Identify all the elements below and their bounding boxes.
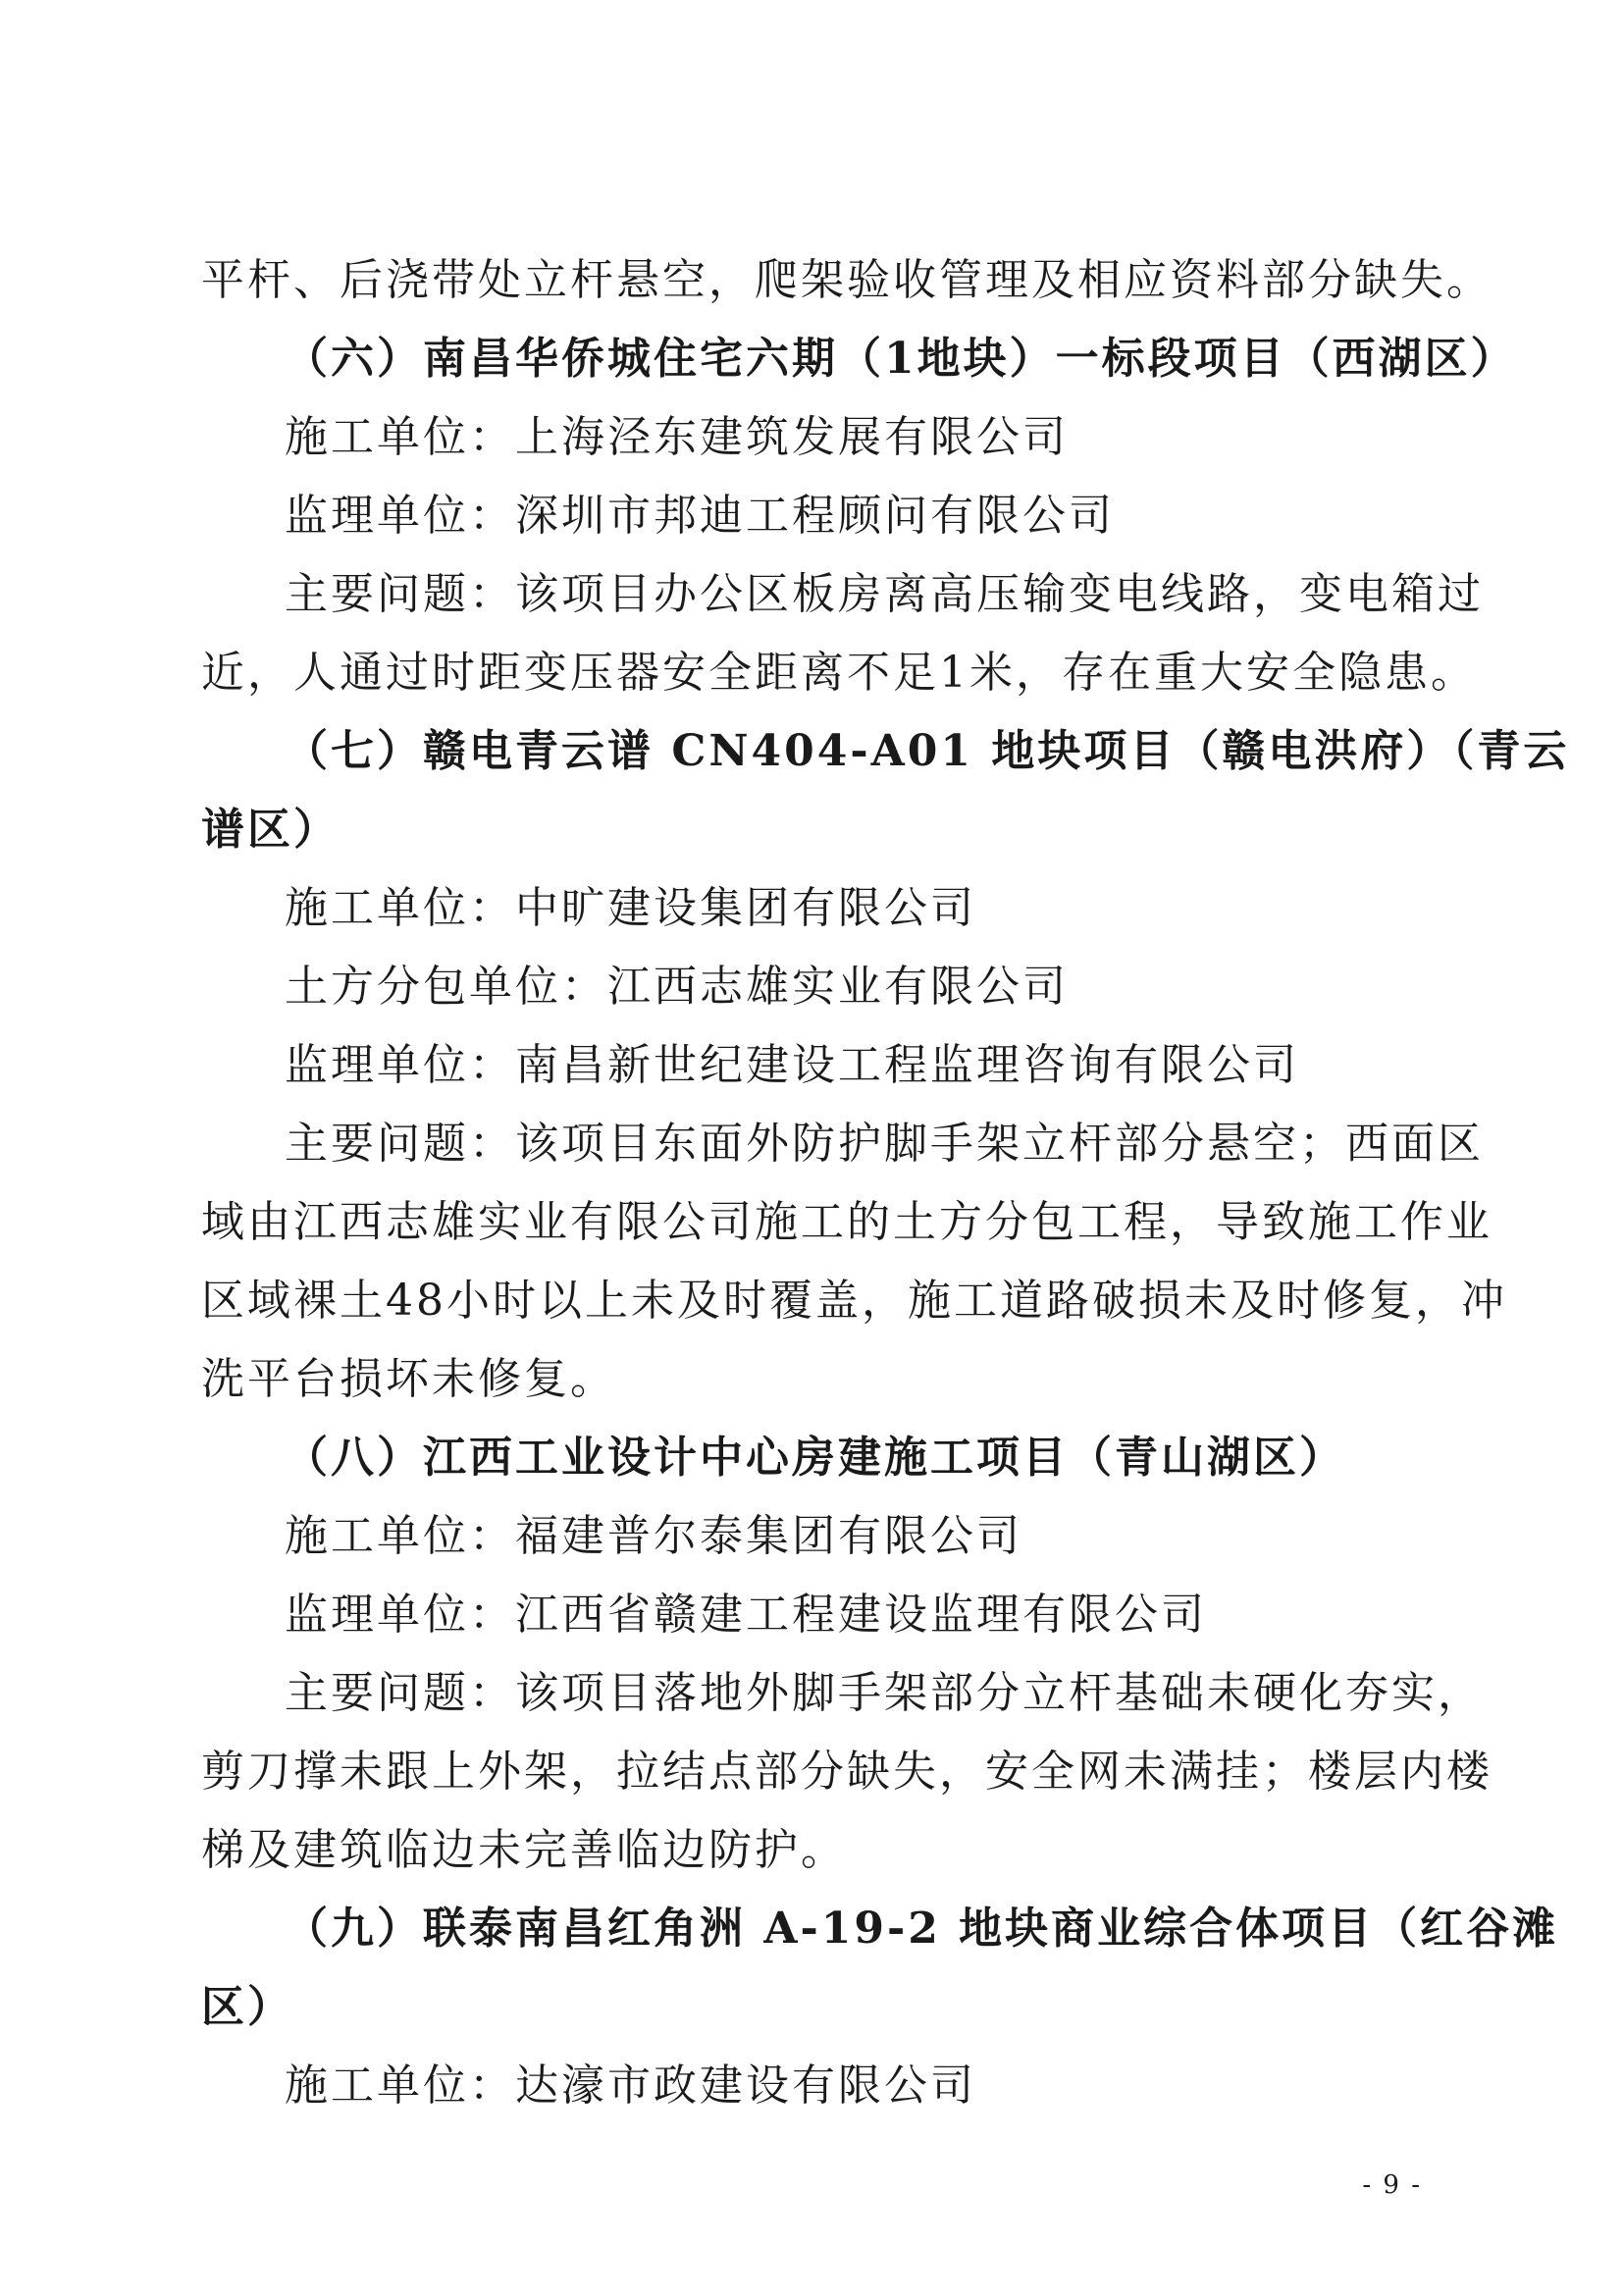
text-line: 监理单位：江西省赣建工程建设监理有限公司 xyxy=(285,1590,1207,1640)
section-heading-7: （七）赣电青云谱 CN404-A01 地块项目（赣电洪府）（青云 xyxy=(285,726,1570,776)
text-line: 区域裸土48小时以上未及时覆盖，施工道路破损未及时修复，冲 xyxy=(201,1276,1507,1326)
text-line: 施工单位：达濠市政建设有限公司 xyxy=(285,2061,976,2111)
text-line: 剪刀撑未跟上外架，拉结点部分缺失，安全网未满挂；楼层内楼 xyxy=(201,1747,1492,1797)
text-line: 施工单位：福建普尔泰集团有限公司 xyxy=(285,1511,1022,1561)
text-line: 监理单位：南昌新世纪建设工程监理咨询有限公司 xyxy=(285,1040,1299,1090)
text-line: 平杆、后浇带处立杆悬空，爬架验收管理及相应资料部分缺失。 xyxy=(201,255,1492,305)
text-line: 主要问题：该项目落地外脚手架部分立杆基础未硬化夯实， xyxy=(285,1668,1484,1718)
text-line: 监理单位：深圳市邦迪工程顾问有限公司 xyxy=(285,491,1115,541)
text-line: 域由江西志雄实业有限公司施工的土方分包工程，导致施工作业 xyxy=(201,1197,1492,1247)
text-line: 土方分包单位：江西志雄实业有限公司 xyxy=(285,962,1069,1012)
section-heading-9-cont: 区） xyxy=(201,1982,293,2032)
text-line: 洗平台损坏未修复。 xyxy=(201,1354,616,1404)
text-line: 主要问题：该项目东面外防护脚手架立杆部分悬空；西面区 xyxy=(285,1119,1484,1169)
text-line: 施工单位：上海泾东建筑发展有限公司 xyxy=(285,412,1069,462)
text-line: 主要问题：该项目办公区板房离高压输变电线路，变电箱过 xyxy=(285,569,1484,619)
text-line: 梯及建筑临边未完善临边防护。 xyxy=(201,1825,847,1875)
section-heading-8: （八）江西工业设计中心房建施工项目（青山湖区） xyxy=(285,1433,1345,1483)
text-line: 近，人通过时距变压器安全距离不足1米，存在重大安全隐患。 xyxy=(201,648,1477,698)
section-heading-7-cont: 谱区） xyxy=(201,805,340,855)
text-line: 施工单位：中旷建设集团有限公司 xyxy=(285,883,976,933)
section-heading-6: （六）南昌华侨城住宅六期（1地块）一标段项目（西湖区） xyxy=(285,334,1517,384)
page-number: - 9 - xyxy=(1362,2170,1422,2200)
section-heading-9: （九）联泰南昌红角洲 A-19-2 地块商业综合体项目（红谷滩 xyxy=(285,1904,1559,1954)
